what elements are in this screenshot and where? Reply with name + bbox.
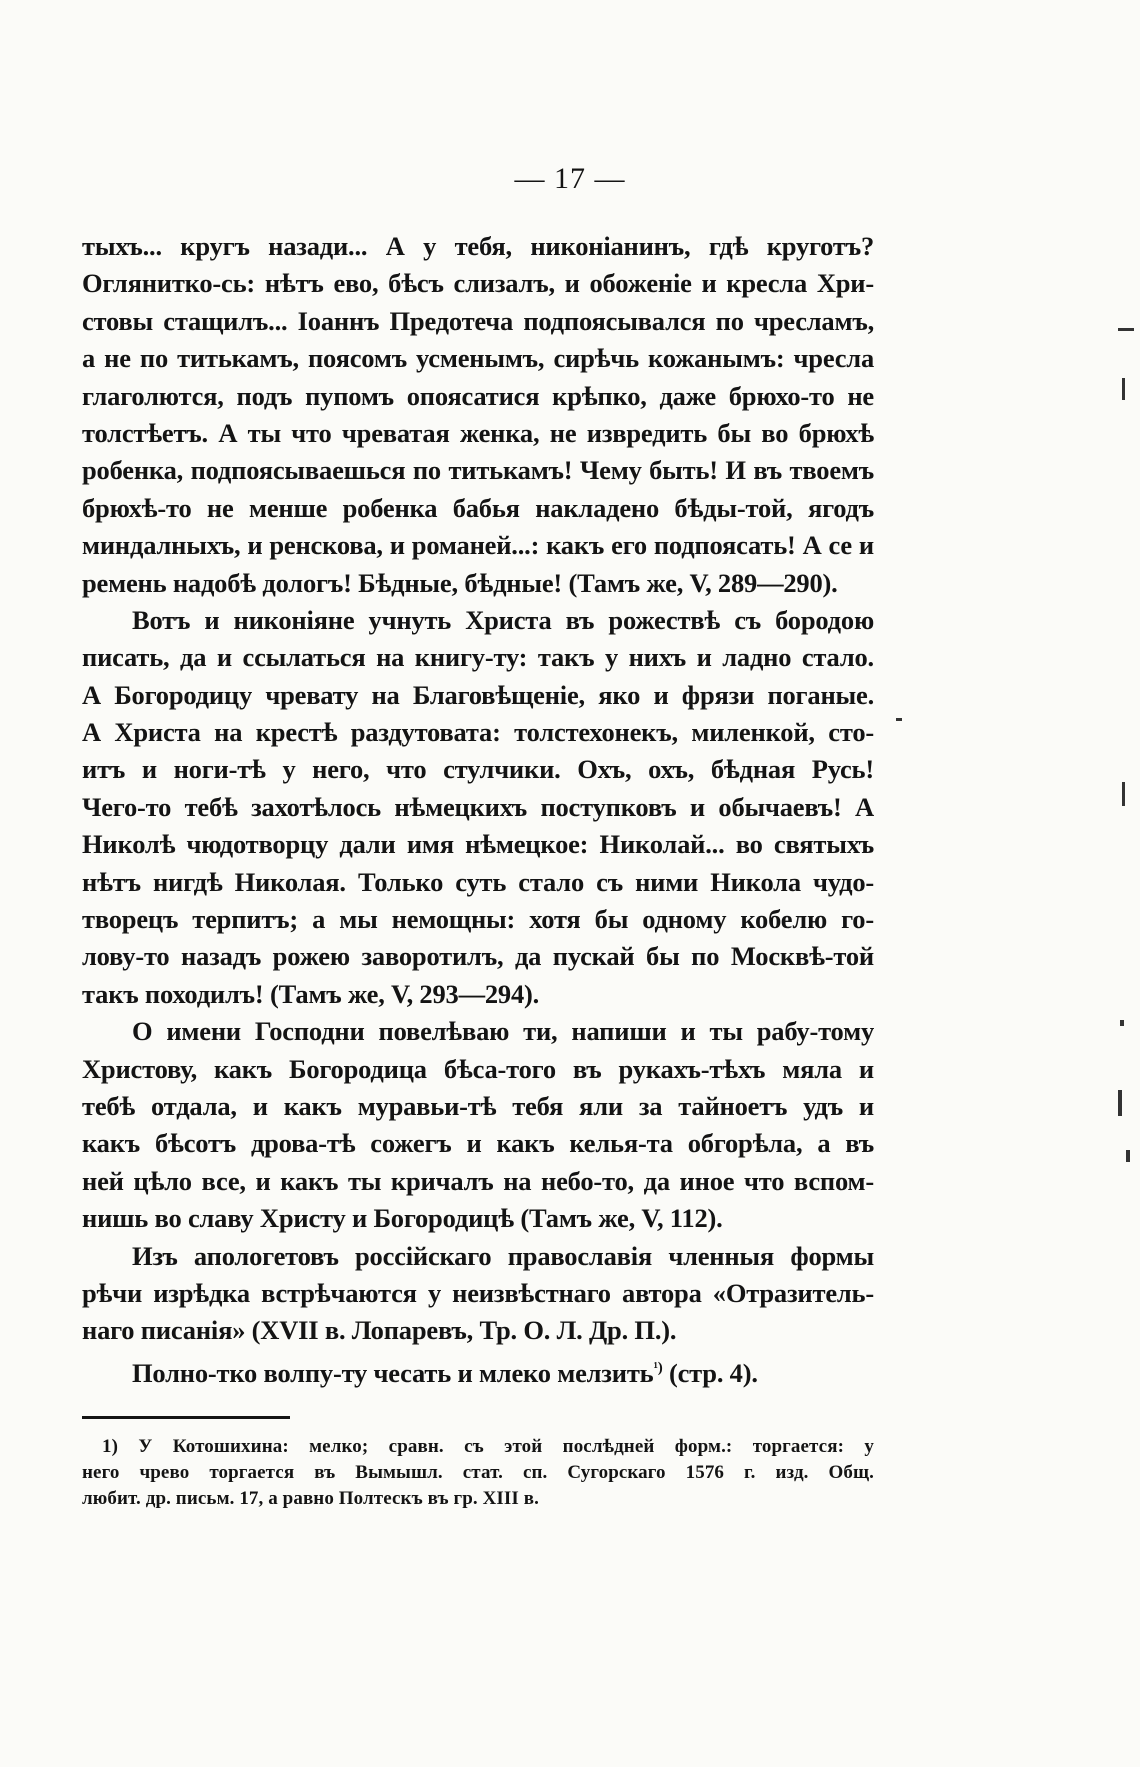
text-line: А Христа на крестѣ раздутовата: толстехонекъ, миленкой, сто-: [82, 717, 874, 748]
text-line: такъ походилъ! (Тамъ же, V, 293—294).: [82, 978, 540, 1009]
text-line-tail: (стр. 4).: [662, 1357, 758, 1388]
scan-mark: [1118, 328, 1134, 331]
text-line: О имени Господни повелѣваю ти, напиши и ты рабу-тому: [132, 1016, 874, 1047]
page-number: — 17 —: [514, 162, 626, 195]
text-line: Вотъ и никоніяне учнуть Христа въ рожествѣ съ бородою: [132, 604, 874, 635]
footnote-ref: ¹): [653, 1359, 663, 1376]
text-line: лову-то назадъ рожею заворотилъ, да пускай бы по Москвѣ-той: [82, 941, 874, 972]
text-line: ней цѣло все, и какъ ты кричалъ на небо-то, да иное что вспом-: [82, 1165, 874, 1196]
text-line: нѣтъ нигдѣ Николая. Только суть стало съ ними Никола чудо-: [82, 866, 874, 897]
text-line: Оглянитко-сь: нѣтъ ево, бѣсъ слизалъ, и обоженіе и кресла Хри-: [82, 268, 874, 299]
text-line: Николѣ чюдотворцу дали имя нѣмецкое: Николай... во святыхъ: [82, 829, 874, 860]
footnote-line: любит. др. письм. 17, а равно Полтескъ въ гр. XIII в.: [82, 1488, 539, 1509]
text-line: нишь во славу Христу и Богородицѣ (Тамъ же, V, 112).: [82, 1203, 723, 1234]
footnote-line: него чрево торгается въ Вымышл. стат. сп. Сугорскаго 1576 г. изд. Общ.: [82, 1462, 874, 1483]
footnotes: [82, 1434, 874, 1512]
text-line: глаголются, подъ пупомъ опоясатися крѣпко, даже брюхо-то не: [82, 380, 874, 411]
scan-mark: [1126, 1150, 1130, 1162]
text-line: [82, 1350, 874, 1387]
text-line: Христову, какъ Богородица бѣса-того въ рукахъ-тѣхъ мяла и: [82, 1053, 874, 1084]
text-line: наго писанія» (XVII в. Лопаревъ, Тр. О. Л. Др. П.).: [82, 1315, 677, 1346]
text-line: А Богородицу чревату на Благовѣщеніе, яко и фрязи поганые.: [82, 679, 874, 710]
scan-mark: [1120, 1020, 1124, 1026]
text-line: а не по титькамъ, поясомъ усменымъ, сирѣчь кожанымъ: чресла: [82, 343, 874, 374]
text-line-main: Полно-тко волпу-ту чесать и млеко мелзить: [132, 1357, 654, 1388]
text-line: стовы стащилъ... Іоаннъ Предотеча подпоясывался по чресламъ,: [82, 305, 874, 336]
text-line: Чего-то тебѣ захотѣлось нѣмецкихъ поступковъ и обычаевъ! А: [82, 791, 874, 822]
text-line: итъ и ноги-тѣ у него, что стулчики. Охъ, охъ, бѣдная Русь!: [82, 754, 874, 785]
text-line: брюхѣ-то не менше робенка бабья накладено бѣды-той, ягодъ: [82, 492, 874, 523]
text-line: какъ бѣсотъ дрова-тѣ сожегъ и какъ келья-та обгорѣла, а въ: [82, 1128, 874, 1159]
text-line: толстѣетъ. А ты что чреватая женка, не извредить бы во брюхѣ: [82, 417, 874, 448]
text-line: миндалныхъ, и ренскова, и романей...: какъ его подпоясать! А се и: [82, 530, 874, 561]
scan-mark: [896, 718, 902, 721]
text-line: Изъ апологетовъ россійскаго православія членныя формы: [132, 1240, 874, 1271]
text-line: тебѣ отдала, и какъ муравьи-тѣ тебя яли за тайноетъ удъ и: [82, 1090, 874, 1121]
text-line: рѣчи изрѣдка встрѣчаются у неизвѣстнаго автора «Отразитель-: [82, 1277, 874, 1308]
scan-mark: [1122, 378, 1125, 400]
text-line: творецъ терпитъ; а мы немощны: хотя бы одному кобелю го-: [82, 904, 874, 935]
text-line: писать, да и ссылаться на книгу-ту: такъ у нихъ и ладно стало.: [82, 642, 874, 673]
scan-mark: [1122, 782, 1125, 806]
text-line: робенка, подпоясываешься по титькамъ! Чему быть! И въ твоемъ: [82, 455, 874, 486]
footnote-divider: [82, 1416, 290, 1419]
scan-mark: [1118, 1090, 1122, 1116]
text-line: ремень надобѣ дологъ! Бѣдные, бѣдные! (Тамъ же, V, 289—290).: [82, 567, 838, 598]
text-line: тыхъ... кругъ назади... А у тебя, никоніанинъ, гдѣ круготъ?: [82, 231, 874, 261]
footnote-line: 1) У Котошихина: мелко; сравн. съ этой послѣдней форм.: торгается: у: [102, 1436, 874, 1457]
body-text: [82, 228, 874, 1387]
